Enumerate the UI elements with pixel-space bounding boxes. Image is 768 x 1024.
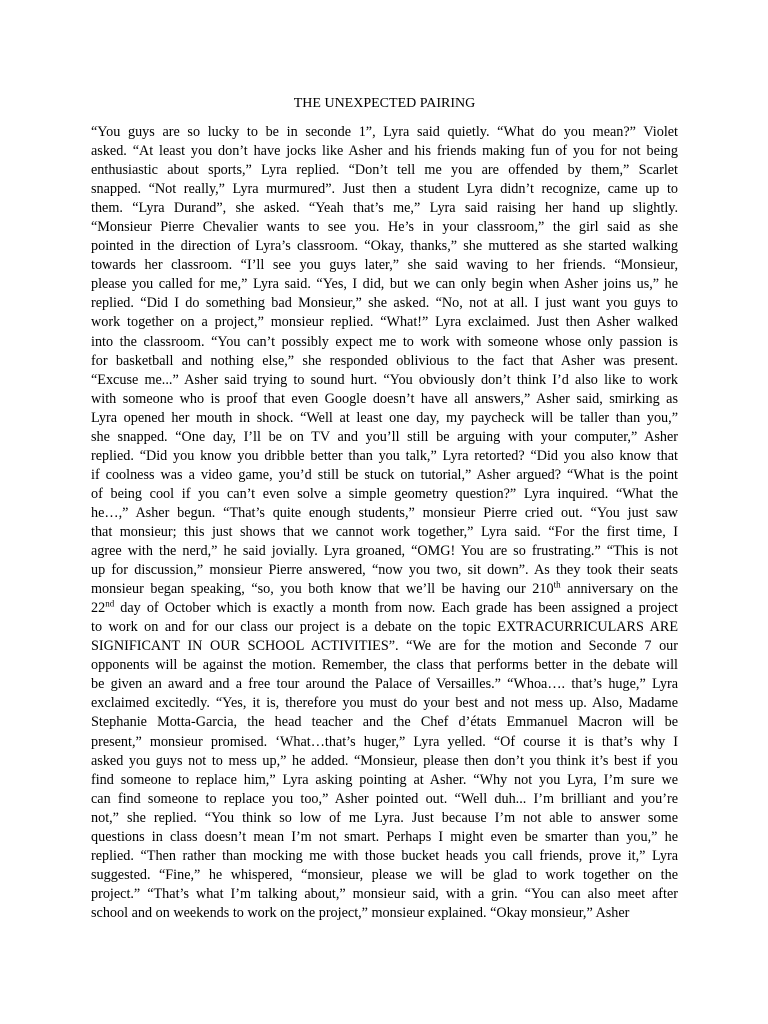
text-line-date — [91, 599, 678, 618]
text-line: to work on and for our class our project is a debate on the topic EXTRACURRICULARS ARE — [91, 619, 678, 636]
text-line: “Monsieur Pierre Chevalier wants to see you. He’s in your classroom,” the girl said as she — [91, 219, 678, 236]
text-line: “You guys are so lucky to be in seconde 1”, Lyra said quietly. “What do you mean?” Violet — [91, 124, 678, 140]
text-line-anniversary — [91, 580, 678, 599]
text-line: pointed in the direction of Lyra’s classroom. “Okay, thanks,” she muttered as she started walking — [91, 238, 678, 255]
text-line: if coolness was a video game, you’d still be stuck on tutorial,” Asher argued? “What is the point — [91, 466, 678, 483]
text-line: asked. “At least you don’t have jocks like Asher and his friends making fun of you for not being — [91, 143, 678, 160]
text-line: up for discussion,” monsieur Pierre answered, “now you two, sit down”. As they took their seats — [91, 562, 678, 579]
text-line: present,” monsieur promised. ‘What…that’s huger,” Lyra yelled. “Of course it is that’s why I — [91, 733, 678, 750]
text-line: for basketball and nothing else,” she responded oblivious to the fact that Asher was present. — [91, 352, 678, 369]
text-line: asked you guys not to mess up,” he added. “Monsieur, please then don’t you think it’s best if you — [91, 752, 678, 769]
text-line: towards her classroom. “I’ll see you guys later,” she said waving to her friends. “Monsieur, — [91, 257, 678, 274]
text-segment: day of October which is exactly a month from now. Each grade has been assigned a project — [114, 600, 678, 617]
text-segment: 22 — [91, 600, 106, 617]
document-body — [91, 123, 678, 923]
text-line: project.” “That’s what I’m talking about,” monsieur said, with a grin. “You can also meet after — [91, 885, 678, 902]
text-line: suggested. “Fine,” he whispered, “monsieur, please we will be glad to work together on the — [91, 866, 678, 883]
text-line: questions in class doesn’t mean I’m not smart. Perhaps I might even be smarter than you,” he — [91, 828, 678, 845]
text-line: he…,” Asher begun. “That’s quite enough students,” monsieur Pierre cried out. “You just saw — [91, 504, 678, 521]
text-line: into the classroom. “You can’t possibly expect me to work with someone whose only passion is — [91, 333, 678, 350]
text-line: find someone to replace him,” Lyra asking pointing at Asher. “Why not you Lyra, I’m sure we — [91, 771, 678, 788]
document-title: THE UNEXPECTED PAIRING — [293, 96, 476, 111]
text-line: Lyra opened her mouth in shock. “Well at least one day, my paycheck will be taller than you,” — [91, 409, 678, 426]
text-line: exclaimed excitedly. “Yes, it is, therefore you must do your best and not mess up. Also, Madame — [91, 695, 678, 712]
text-line: work together on a project,” monsieur replied. “What!” Lyra exclaimed. Just then Asher walked — [91, 314, 678, 331]
text-line: not,” she replied. “You think so low of me Lyra. Just because I’m not able to answer some — [91, 809, 678, 826]
text-line: SIGNIFICANT IN OUR SCHOOL ACTIVITIES”. “We are for the motion and Seconde 7 our — [91, 638, 678, 655]
text-line: opponents will be against the motion. Remember, the class that performs better in the debate will — [91, 657, 678, 674]
text-line: please you called for me,” Lyra said. “Yes, I did, but we can only begin when Asher joins us,” he — [91, 276, 678, 293]
text-line: replied. “Then rather than mocking me with those bucket heads you call friends, prove it,” Lyra — [91, 847, 678, 864]
text-line: replied. “Did you know you dribble better than you talk,” Lyra retorted? “Did you also know that — [91, 447, 678, 464]
text-line: replied. “Did I do something bad Monsieur,” she asked. “No, not at all. I just want you guys to — [91, 295, 678, 312]
text-line: that monsieur; this just shows that we cannot work together,” Lyra said. “For the first time, I — [91, 523, 678, 540]
text-line: she snapped. “One day, I’ll be on TV and you’ll still be arguing with your computer,” Asher — [91, 428, 678, 445]
text-line: Stephanie Motta-Garcia, the head teacher and the Chef d’états Emmanuel Macron will be — [91, 714, 678, 731]
text-segment: monsieur began speaking, “so, you both know that we’ll be having our 210 — [91, 581, 554, 598]
text-line: school and on weekends to work on the project,” monsieur explained. “Okay monsieur,” Asher — [91, 904, 630, 921]
text-segment: anniversary on the — [560, 581, 678, 598]
text-line: “Excuse me...” Asher said trying to sound hurt. “You obviously don’t think I’d also like to work — [91, 371, 678, 388]
text-line: of being cool if you can’t even solve a simple geometry question?” Lyra inquired. “What the — [91, 485, 678, 502]
text-line: agree with the nerd,” he said jovially. Lyra groaned, “OMG! You are so frustrating.” “This is not — [91, 543, 678, 560]
superscript: th — [553, 579, 561, 590]
text-line: enthusiastic about sports,” Lyra replied. “Don’t tell me you are offended by them,” Scarlet — [91, 162, 678, 179]
superscript: nd — [105, 598, 115, 609]
text-line: snapped. “Not really,” Lyra murmured”. Just then a student Lyra didn’t recognize, came up to — [91, 181, 678, 198]
text-line: with someone who is proof that even Google doesn’t have all answers,” Asher said, smirking as — [91, 390, 678, 407]
text-line: them. “Lyra Durand”, she asked. “Yeah that’s me,” Lyra said raising her hand up slightly. — [91, 200, 678, 217]
text-line: can find someone to replace you too,” Asher pointed out. “Well duh... I’m brilliant and you’re — [91, 790, 678, 807]
text-line: be given an award and a free tour around the Palace of Versailles.” “Whoa…. that’s huge,” Lyra — [91, 676, 678, 693]
